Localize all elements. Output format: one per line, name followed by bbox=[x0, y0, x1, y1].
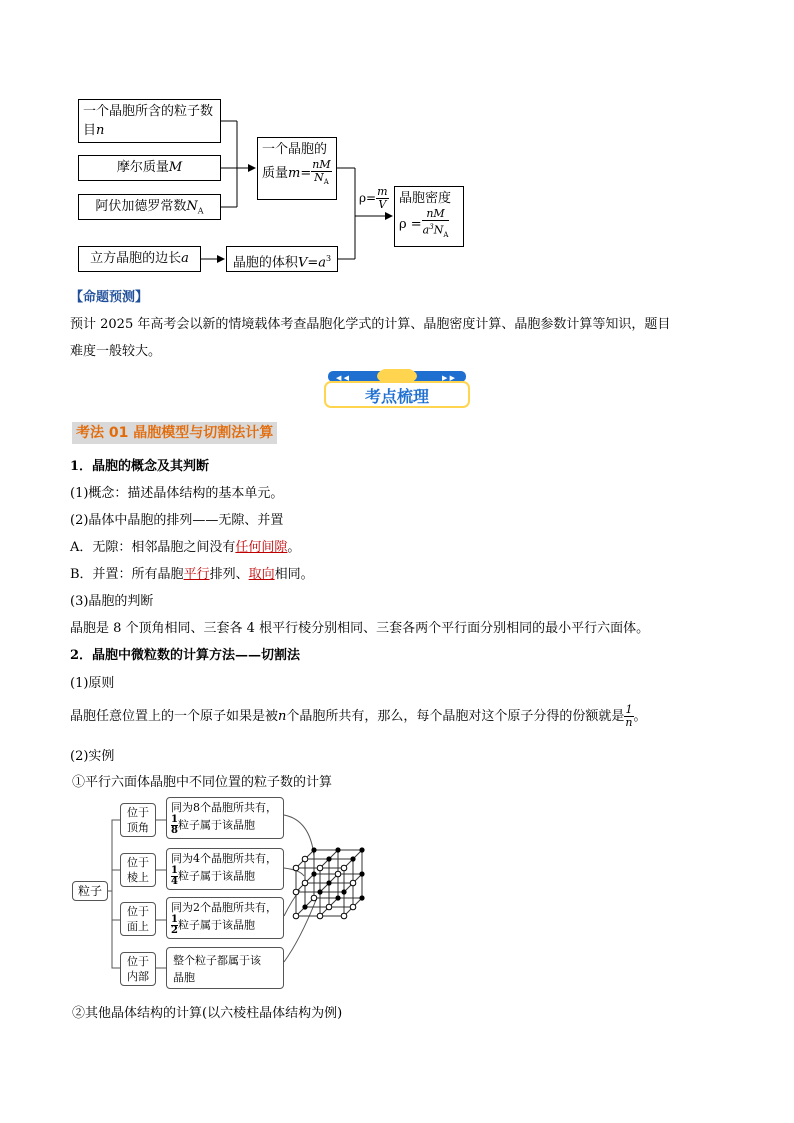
volume-expr: V=a bbox=[297, 255, 326, 271]
rule-var: n bbox=[278, 709, 287, 724]
density-lhs: ρ = bbox=[399, 216, 422, 232]
juxtapose-mid: 排列、 bbox=[209, 567, 249, 582]
position-edge-box bbox=[120, 853, 156, 887]
corner-frac-den: 8 bbox=[171, 825, 178, 836]
svg-text:◀ ◀: ◀ ◀ bbox=[336, 374, 349, 382]
volume-label: 晶胞的体积 bbox=[232, 255, 298, 271]
position-face-box bbox=[120, 902, 156, 936]
rho-lhs: ρ= bbox=[359, 191, 377, 205]
position-interior-line1: 位于 bbox=[127, 955, 149, 968]
edge-frac-num: 1 bbox=[171, 865, 178, 876]
corner-desc-box bbox=[166, 797, 284, 839]
edge-desc-line2: 粒子属于该晶胞 bbox=[177, 869, 255, 883]
edge-length-var: a bbox=[181, 251, 189, 266]
corner-desc-line2: 粒子属于该晶胞 bbox=[177, 818, 255, 832]
position-interior-box bbox=[120, 952, 156, 986]
heading-1: 1．晶胞的概念及其判断 bbox=[70, 459, 210, 474]
face-desc-line2: 粒子属于该晶胞 bbox=[177, 918, 255, 932]
particle-root-box bbox=[72, 881, 108, 901]
svg-text:▶ ▶: ▶ ▶ bbox=[442, 374, 455, 382]
position-edge-line2: 棱上 bbox=[127, 871, 149, 884]
edge-fraction bbox=[171, 866, 178, 887]
volume-sup: 3 bbox=[325, 254, 332, 263]
juxtapose-u1: 平行 bbox=[183, 567, 210, 582]
heading-2: 2．晶胞中微粒数的计算方法——切割法 bbox=[70, 648, 301, 663]
molar-mass-var: M bbox=[168, 160, 183, 175]
avogadro-var: N bbox=[186, 199, 198, 214]
position-edge-line1: 位于 bbox=[127, 856, 149, 869]
avogadro-label: 阿伏加德罗常数 bbox=[95, 199, 187, 214]
section-title: 考法 01 晶胞模型与切割法计算 bbox=[72, 422, 277, 444]
para-arrangement: (2)晶体中晶胞的排列——无隙、并置 bbox=[70, 513, 284, 528]
edge-length-label: 立方晶胞的边长 bbox=[90, 251, 182, 266]
rule-frac-num: 1 bbox=[625, 703, 633, 716]
banner-label: 考点梳理 bbox=[364, 387, 429, 406]
face-frac-num: 1 bbox=[171, 914, 178, 925]
prediction-heading: 【命题预测】 bbox=[70, 290, 149, 305]
rule-frac-den: n bbox=[625, 716, 633, 729]
corner-desc-line1: 同为8个晶胞所共有， bbox=[171, 801, 277, 814]
rule-end: 。 bbox=[633, 709, 647, 724]
particle-count-var: n bbox=[96, 123, 105, 138]
rule-suffix: 个晶胞所共有，那么，每个晶胞对这个原子分得的份额就是 bbox=[286, 709, 625, 724]
position-corner-line2: 顶角 bbox=[127, 821, 149, 834]
para-rule bbox=[70, 700, 647, 736]
face-frac-den: 2 bbox=[171, 925, 178, 936]
face-desc-box bbox=[166, 897, 284, 939]
prediction-text-line2: 难度一般较大。 bbox=[70, 344, 162, 359]
mass-formula-lhs: m= bbox=[288, 166, 312, 182]
section-banner bbox=[324, 369, 470, 409]
density-den: a bbox=[422, 223, 430, 237]
mass-num: nM bbox=[312, 158, 331, 171]
position-face-line1: 位于 bbox=[127, 905, 149, 918]
no-gap-suffix: 。 bbox=[287, 540, 301, 555]
para-judgement: (3)晶胞的判断 bbox=[70, 594, 154, 609]
cell-mass-line2: 质量 bbox=[262, 166, 289, 182]
para-juxtapose bbox=[70, 563, 314, 582]
density-num: nM bbox=[422, 208, 450, 221]
density-den-n: N bbox=[433, 223, 444, 237]
mass-den-sub: A bbox=[323, 178, 329, 187]
interior-desc-box bbox=[166, 947, 284, 989]
molar-mass-label: 摩尔质量 bbox=[116, 160, 169, 175]
para-concept: (1)概念：描述晶体结构的基本单元。 bbox=[70, 486, 284, 501]
juxtapose-u2: 取向 bbox=[248, 567, 275, 582]
prediction-text-line1: 预计 2025 年高考会以新的情境载体考查晶胞化学式的计算、晶胞密度计算、晶胞参数计算等知识，题目 bbox=[70, 317, 671, 332]
face-desc-line1: 同为2个晶胞所共有， bbox=[171, 901, 277, 914]
density-den-sub: A bbox=[443, 230, 449, 239]
para-principle: (1)原则 bbox=[70, 676, 115, 691]
para-example: (2)实例 bbox=[70, 749, 115, 764]
edge-desc-line1: 同为4个晶胞所共有， bbox=[171, 852, 277, 865]
juxtapose-prefix: B．并置：所有晶胞 bbox=[70, 567, 184, 582]
position-face-line2: 面上 bbox=[127, 920, 149, 933]
flow-connectors bbox=[0, 0, 794, 300]
avogadro-sub: A bbox=[197, 206, 204, 216]
position-corner-line1: 位于 bbox=[127, 806, 149, 819]
para-definition: 晶胞是 8 个顶角相同、三套各 4 根平行棱分别相同、三套各两个平行面分别相同的最小平行六面体。 bbox=[70, 621, 650, 636]
rho-den: V bbox=[378, 198, 387, 211]
particle-root-label: 粒子 bbox=[77, 884, 102, 898]
juxtapose-suffix: 相同。 bbox=[274, 567, 314, 582]
density-title: 晶胞密度 bbox=[399, 191, 452, 206]
interior-desc-line1: 整个粒子都属于该 bbox=[173, 954, 261, 967]
edge-frac-den: 4 bbox=[171, 876, 178, 887]
corner-frac-num: 1 bbox=[171, 814, 178, 825]
face-fraction bbox=[171, 915, 178, 936]
rule-prefix: 晶胞任意位置上的一个原子如果是被 bbox=[70, 709, 279, 724]
para-example-1: ①平行六面体晶胞中不同位置的粒子数的计算 bbox=[72, 775, 333, 790]
particle-count-label: 一个晶胞所含的粒子数目 bbox=[83, 104, 214, 138]
interior-desc-line2: 晶胞 bbox=[173, 971, 195, 984]
density-den-sup: 3 bbox=[429, 223, 434, 231]
position-interior-line2: 内部 bbox=[127, 970, 149, 983]
position-corner-box bbox=[120, 803, 156, 837]
no-gap-prefix: A．无隙：相邻晶胞之间没有 bbox=[70, 540, 236, 555]
corner-fraction bbox=[171, 815, 178, 836]
para-no-gap bbox=[70, 536, 300, 555]
para-example-2: ②其他晶体结构的计算(以六棱柱晶体结构为例) bbox=[72, 1006, 343, 1021]
rho-num: m bbox=[377, 185, 388, 198]
rule-fraction bbox=[624, 704, 633, 729]
edge-desc-box bbox=[166, 848, 284, 890]
cell-mass-line1: 一个晶胞的 bbox=[262, 142, 328, 157]
mass-den: N bbox=[314, 171, 324, 184]
no-gap-underline: 任何间隙 bbox=[235, 540, 288, 555]
